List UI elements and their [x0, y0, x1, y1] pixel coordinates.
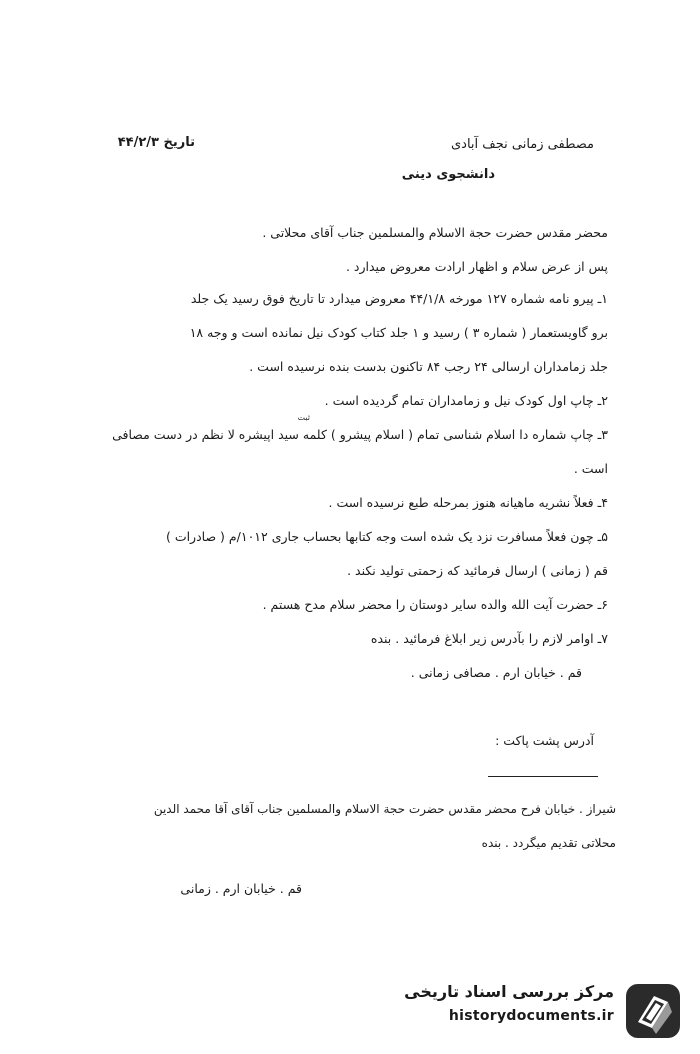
- letter-item-5-cont: قم ( زمانی ) ارسال فرمائید که زحمتی تولید نکند .: [347, 563, 608, 578]
- archive-url[interactable]: historydocuments.ir: [448, 1008, 614, 1024]
- letter-item-3-cont: است .: [573, 461, 608, 476]
- letter-item-1: ۱ـ پیرو نامه شماره ۱۲۷ مورخه ۴۴/۱/۸ معروض میدارد تا تاریخ فوق رسید یک جلد: [190, 291, 608, 306]
- letter-date: تاریخ ۴۴/۲/۳: [117, 135, 195, 150]
- letter-item-6: ۶ـ حضرت آیت الله والده سایر دوستان را محضر سلام مدح هستم .: [262, 597, 608, 612]
- sender-title: دانشجوی دینی: [401, 167, 495, 182]
- address-recipient-line1: شیراز . خیابان فرح محضر مقدس حضرت حجة الاسلام والمسلمین جناب آقای آقا محمد الدین: [153, 802, 616, 816]
- letter-item-7: ۷ـ اوامر لازم را بآدرس زیر ابلاغ فرمائید . بنده: [370, 631, 608, 646]
- letter-signature-address: قم . خیابان ارم . مصافی زمانی .: [410, 665, 582, 680]
- letter-item-4: ۴ـ فعلاً نشریه ماهیانه هنوز بمرحله طبع نرسیده است .: [328, 495, 608, 510]
- greeting: پس از عرض سلام و اظهار ارادت معروض میدارد .: [345, 259, 608, 274]
- book-spiral-logo-icon: [624, 982, 682, 1040]
- handwritten-note: ثبت: [297, 413, 310, 422]
- sender-name: مصطفی زمانی نجف آبادی: [451, 137, 594, 152]
- letter-item-5: ۵ـ چون فعلاً مسافرت نزد یک شده است وجه کتابها بحساب جاری ۱۰۱۲/م ( صادرات ): [165, 529, 608, 544]
- archive-watermark: [392, 978, 682, 1040]
- salutation: محضر مقدس حضرت حجة الاسلام والمسلمین جناب آقای محلاتی .: [262, 225, 608, 240]
- letter-item-2: ۲ـ چاپ اول کودک نیل و زمامداران تمام گردیده است .: [324, 393, 608, 408]
- letter-item-3: ۳ـ چاپ شماره دا اسلام شناسی تمام ( اسلام پیشرو ) کلمه سید اپیشره لا نظم در دست مصافی: [112, 427, 608, 442]
- address-recipient-line2: محلاتی تقدیم میگردد . بنده: [481, 836, 616, 850]
- archive-title: مرکز بررسی اسناد تاریخی: [404, 982, 614, 1001]
- address-label: آدرس پشت پاکت :: [495, 733, 594, 748]
- letter-item-1-cont2: جلد زمامداران ارسالی ۲۴ رجب ۸۴ تاکنون بدست بنده نرسیده است .: [249, 359, 608, 374]
- return-address: قم . خیابان ارم . زمانی: [180, 881, 302, 896]
- address-divider: [488, 776, 598, 777]
- letter-item-1-cont: برو گاویستعمار ( شماره ۳ ) رسید و ۱ جلد کتاب کودک نیل نمانده است و وجه ۱۸: [189, 325, 608, 340]
